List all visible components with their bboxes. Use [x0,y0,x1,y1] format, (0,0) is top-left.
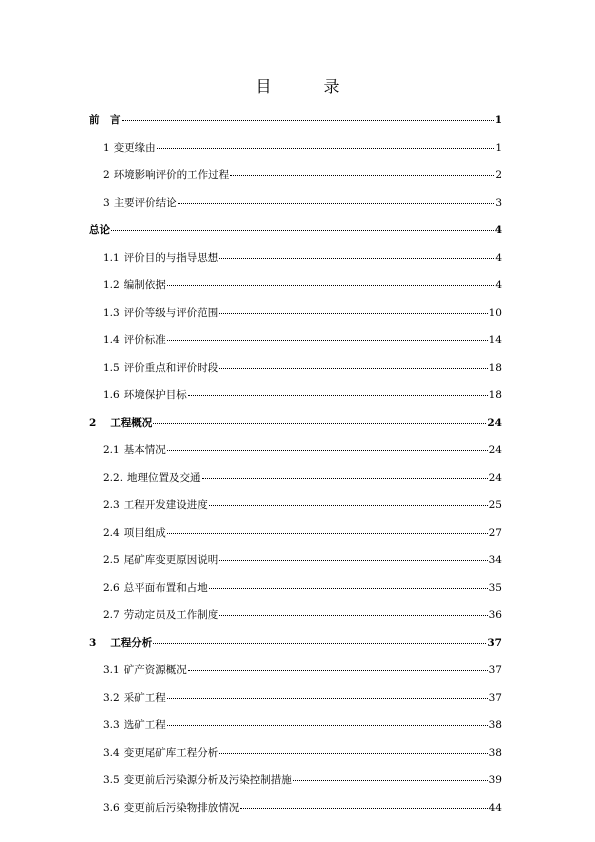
toc-chapter-entry[interactable] [89,415,502,430]
table-of-contents [89,112,502,815]
toc-dot-leader [188,385,488,396]
toc-entry-number: 1.4 [103,334,120,346]
toc-page-number: 34 [488,554,502,566]
toc-page-number: 2 [495,169,502,181]
toc-entry-number: 2.5 [103,554,120,566]
toc-entry-number: 2.2. [103,471,124,484]
toc-page-number: 1 [494,114,502,126]
toc-entry-label: 编制依据 [123,279,166,291]
toc-dot-leader [153,633,486,644]
toc-entry-label: 总论 [89,224,110,236]
toc-chapter-entry[interactable] [89,112,502,127]
toc-entry-label: 变更前后污染物排放情况 [123,801,240,814]
toc-section-entry[interactable] [89,470,502,485]
toc-dot-leader [167,330,488,341]
toc-entry-label: 前 言 [89,114,121,126]
toc-entry-label: 基本情况 [123,444,166,456]
toc-dot-leader [178,193,495,204]
toc-section-entry[interactable] [89,250,502,265]
toc-section-entry[interactable] [89,745,502,760]
toc-entry-number: 1.3 [103,306,120,319]
toc-entry-label: 项目组成 [123,526,166,539]
toc-page-number: 39 [488,774,502,786]
toc-dot-leader [153,413,486,424]
toc-entry-number: 3.5 [103,774,120,786]
toc-dot-leader [157,138,495,149]
toc-entry-number: 3.4 [103,746,120,759]
toc-entry-number: 3 [103,196,110,209]
toc-section-entry[interactable] [89,305,502,320]
toc-section-entry[interactable] [89,195,502,210]
toc-dot-leader [219,358,487,369]
toc-entry-number: 3 [89,636,97,649]
toc-entry-number: 1.1 [103,251,120,264]
toc-chapter-entry[interactable] [89,635,502,650]
toc-section-entry[interactable] [89,442,502,457]
toc-page-number: 25 [488,499,502,511]
toc-page-number: 14 [488,334,502,346]
toc-entry-number: 3.1 [103,664,120,676]
toc-entry-label: 总平面布置和占地 [123,581,208,594]
toc-entry-label: 变更缘由 [113,141,156,154]
toc-dot-leader [209,578,488,589]
toc-entry-label: 环境保护目标 [123,389,187,401]
toc-section-entry[interactable] [89,497,502,512]
toc-page-number: 4 [495,251,502,264]
toc-page-number: 4 [495,279,502,291]
toc-page-number: 37 [488,664,502,676]
toc-section-entry[interactable] [89,552,502,567]
toc-section-entry[interactable] [89,607,502,622]
toc-section-entry[interactable] [89,140,502,155]
toc-entry-label: 主要评价结论 [113,196,177,209]
toc-entry-number: 3.3 [103,719,120,731]
toc-dot-leader [293,770,488,781]
page-title: 目 录 [255,77,358,96]
toc-dot-leader [240,798,487,809]
toc-entry-label: 评价重点和评价时段 [123,361,219,374]
toc-dot-leader [219,605,487,616]
toc-entry-number: 2.3 [103,499,120,511]
toc-dot-leader [167,688,488,699]
toc-dot-leader [167,715,488,726]
toc-dot-leader [188,660,488,671]
toc-entry-label: 评价标准 [123,334,166,346]
toc-page-number: 18 [488,361,502,374]
toc-entry-number: 1.5 [103,361,120,374]
toc-dot-leader [219,248,494,259]
toc-page-number: 10 [488,306,502,319]
toc-section-entry[interactable] [89,717,502,732]
toc-page-number: 37 [488,691,502,704]
toc-page-number: 44 [488,801,502,814]
toc-page-number: 3 [495,196,502,209]
toc-entry-number: 1.2 [103,279,120,291]
toc-dot-leader [167,275,495,286]
toc-entry-label: 矿产资源概况 [123,664,187,676]
toc-entry-number: 2.6 [103,581,120,594]
toc-entry-number: 3.6 [103,801,120,814]
toc-section-entry[interactable] [89,360,502,375]
toc-section-entry[interactable] [89,800,502,815]
toc-entry-number: 2.7 [103,609,120,621]
toc-page-number: 1 [495,141,502,154]
toc-page-number: 38 [488,746,502,759]
toc-chapter-entry[interactable] [89,222,502,237]
toc-entry-label: 工程分析 [110,636,153,649]
toc-page-number: 35 [488,581,502,594]
toc-entry-label: 变更前后污染源分析及污染控制措施 [123,774,292,786]
toc-dot-leader [219,743,487,754]
toc-entry-label: 地理位置及交通 [127,471,201,484]
toc-entry-number: 1.6 [103,389,120,401]
toc-entry-number: 1 [103,141,110,154]
toc-section-entry[interactable] [89,167,502,182]
toc-entry-label: 工程概况 [110,416,153,429]
toc-dot-leader [122,110,494,121]
toc-section-entry[interactable] [89,772,502,787]
toc-section-entry[interactable] [89,277,502,292]
toc-page-number: 24 [488,471,502,484]
toc-page-number: 4 [494,224,502,236]
toc-page-number: 24 [488,444,502,456]
toc-dot-leader [219,303,487,314]
toc-entry-label: 环境影响评价的工作过程 [113,169,230,181]
toc-entry-number: 2 [89,416,97,429]
toc-entry-label: 选矿工程 [123,719,166,731]
toc-section-entry[interactable] [89,662,502,677]
toc-dot-leader [167,440,488,451]
toc-entry-number: 2 [103,169,110,181]
toc-section-entry[interactable] [89,690,502,705]
toc-entry-number: 2.4 [103,526,120,539]
toc-entry-label: 评价目的与指导思想 [123,251,219,264]
toc-page-number: 38 [488,719,502,731]
toc-dot-leader [167,523,488,534]
toc-entry-number: 3.2 [103,691,120,704]
toc-entry-label: 工程开发建设进度 [123,499,208,511]
toc-dot-leader [219,550,487,561]
toc-entry-number: 2.1 [103,444,120,456]
toc-entry-label: 采矿工程 [123,691,166,704]
toc-section-entry[interactable] [89,332,502,347]
toc-dot-leader [230,165,494,176]
toc-dot-leader [202,468,488,479]
toc-entry-label: 劳动定员及工作制度 [123,609,219,621]
toc-page-number: 37 [487,636,502,649]
toc-entry-label: 变更尾矿库工程分析 [123,746,219,759]
toc-dot-leader [111,220,494,231]
toc-section-entry[interactable] [89,580,502,595]
toc-section-entry[interactable] [89,525,502,540]
toc-page-number: 27 [488,526,502,539]
toc-dot-leader [209,495,488,506]
toc-entry-label: 尾矿库变更原因说明 [123,554,219,566]
toc-page-number: 18 [488,389,502,401]
toc-page-number: 24 [487,416,502,429]
toc-entry-label: 评价等级与评价范围 [123,306,219,319]
toc-page-number: 36 [488,609,502,621]
toc-section-entry[interactable] [89,387,502,402]
